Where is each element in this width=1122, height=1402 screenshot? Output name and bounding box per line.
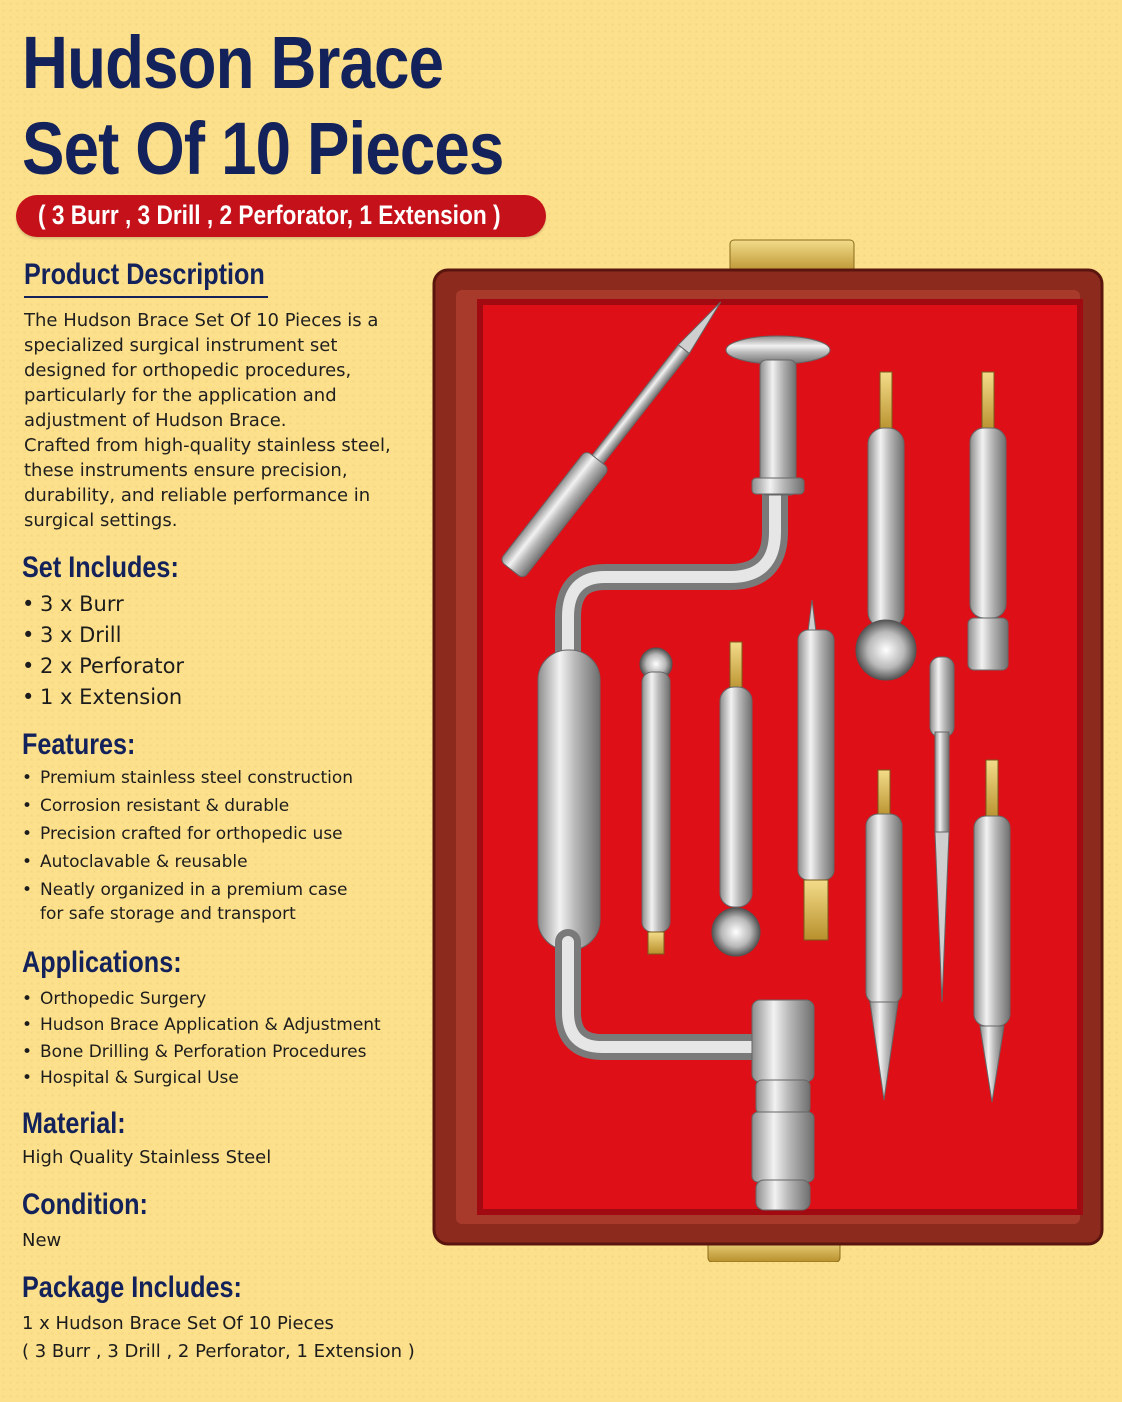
product-photo-case-icon <box>430 232 1110 1262</box>
list-item-label: 1 x Extension <box>40 685 183 709</box>
package-heading: Package Includes: <box>22 1271 242 1304</box>
bullet-dot-icon: • <box>22 1067 33 1088</box>
list-item <box>22 1039 381 1065</box>
list-item <box>22 589 184 620</box>
subtitle-text: ( 3 Burr , 3 Drill , 2 Perforator, 1 Extension ) <box>38 200 501 230</box>
bullet-dot-icon: • <box>22 654 35 678</box>
subtitle-badge <box>16 195 546 237</box>
package-line1: 1 x Hudson Brace Set Of 10 Pieces <box>22 1313 334 1334</box>
applications-heading: Applications: <box>22 946 182 979</box>
extension <box>640 648 672 954</box>
condition-heading: Condition: <box>22 1188 148 1221</box>
list-item <box>22 848 353 876</box>
page-title-line1: Hudson Brace <box>22 21 444 104</box>
bullet-dot-icon: • <box>22 623 35 647</box>
list-item <box>22 620 184 651</box>
list-item-label: 3 x Drill <box>40 623 122 647</box>
list-item <box>22 651 184 682</box>
features-list <box>22 764 353 928</box>
bullet-dot-icon: • <box>22 768 33 788</box>
list-item-label: Hospital & Surgical Use <box>40 1067 239 1088</box>
list-item-label: 3 x Burr <box>40 592 124 616</box>
bullet-dot-icon: • <box>22 824 33 844</box>
bullet-dot-icon: • <box>22 796 33 816</box>
package-line2: ( 3 Burr , 3 Drill , 2 Perforator, 1 Extension ) <box>22 1341 415 1362</box>
list-item-label: Neatly organized in a premium case <box>40 880 348 900</box>
list-item <box>22 764 353 792</box>
description-line: particularly for the application and <box>24 385 337 406</box>
list-item <box>22 682 184 713</box>
list-item-label: Premium stainless steel construction <box>40 768 354 788</box>
page-title-line2: Set Of 10 Pieces <box>22 107 504 190</box>
features-heading: Features: <box>22 728 136 761</box>
description-text <box>24 308 391 533</box>
list-item-label: Precision crafted for orthopedic use <box>40 824 343 844</box>
list-item <box>22 820 353 848</box>
description-line: these instruments ensure precision, <box>24 460 348 481</box>
list-item <box>22 1065 381 1091</box>
bullet-dot-icon: • <box>22 592 35 616</box>
bullet-dot-icon: • <box>22 880 33 900</box>
bullet-dot-icon: • <box>22 852 33 872</box>
bullet-dot-icon: • <box>22 685 35 709</box>
description-line: designed for orthopedic procedures, <box>24 360 352 381</box>
description-line: The Hudson Brace Set Of 10 Pieces is a <box>24 310 379 331</box>
bullet-dot-icon: • <box>22 989 33 1009</box>
list-item <box>22 986 381 1012</box>
set-includes-heading: Set Includes: <box>22 551 179 584</box>
condition-value: New <box>22 1230 62 1251</box>
description-line: surgical settings. <box>24 510 178 531</box>
applications-list <box>22 986 381 1091</box>
description-line: adjustment of Hudson Brace. <box>24 410 287 431</box>
description-heading: Product Description <box>24 258 265 291</box>
list-item-label: Bone Drilling & Perforation Procedures <box>40 1041 367 1062</box>
material-heading: Material: <box>22 1107 126 1140</box>
material-value: High Quality Stainless Steel <box>22 1147 272 1168</box>
description-line: specialized surgical instrument set <box>24 335 338 356</box>
description-line: Crafted from high-quality stainless steel, <box>24 435 391 456</box>
list-item <box>22 792 353 820</box>
bullet-dot-icon: • <box>22 1041 33 1062</box>
bullet-dot-icon: • <box>22 1015 33 1036</box>
list-item-label: Orthopedic Surgery <box>40 989 207 1009</box>
list-item-label: Corrosion resistant & durable <box>40 796 290 816</box>
description-underline <box>24 296 268 298</box>
list-item-label: Hudson Brace Application & Adjustment <box>40 1015 381 1036</box>
list-item-continuation: for safe storage and transport <box>40 904 296 924</box>
list-item <box>22 1012 381 1038</box>
list-item-label: 2 x Perforator <box>40 654 185 678</box>
list-item-label: Autoclavable & reusable <box>40 852 248 872</box>
description-line: durability, and reliable performance in <box>24 485 371 506</box>
set-includes-list <box>22 589 184 713</box>
